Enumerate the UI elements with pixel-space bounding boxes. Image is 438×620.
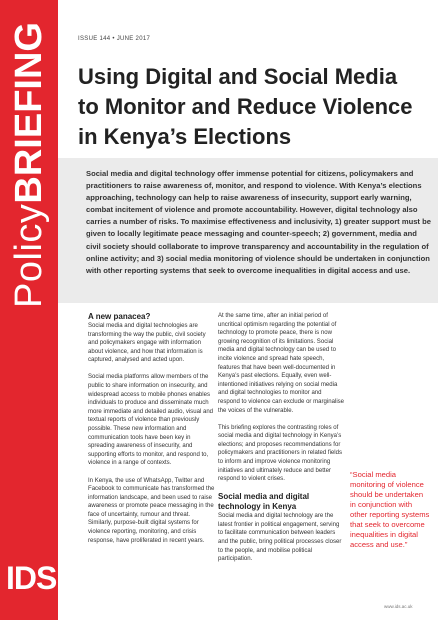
summary-text: Social media and digital technology offer immense potential for citizens, policymakers and practitioners to raise awareness of, monitor, and respond to violence. With Kenya’s elections approaching, technology can help to raise awareness of insecurity, support early warning, combat incitement of violence and promote accountability. However, digital technology also carries a number of risks. To maximise effectiveness and inclusivity, 1) greater support must be given to locally legitimate peace messaging and counter-speech; 2) government, media and civil society should collaborate to improve transparency and accountability in the regulation of online activity; and 3) social media monitoring of violence should be undertaken in conjunction with other reporting systems that seek to overcome inequalities in digital access and use. xyxy=(86,169,431,275)
body-paragraph: Social media and digital technologies are transforming the way the public, civil society and policymakers engage with information about violence, and how that information is captured, analysed and acted upon. xyxy=(88,323,206,364)
website-url[interactable]: www.ids.ac.uk xyxy=(384,604,413,609)
body-paragraph: At the same time, after an initial period of uncritical optimism regarding the potential of technology to promote peace, there is now growing recognition of its limitations. Social media and digital technology can be used to incite violence and spread hate speech, features that have been well-documented in Kenya’s past elections. Equally, even well-intentioned initiatives relying on social media and digital technologies to monitor and respond to violence can exclude or marginalise the voices of the vulnerable. xyxy=(218,313,345,414)
body-paragraph: In Kenya, the use of WhatsApp, Twitter and Facebook to communicate has transformed the information landscape, and been used to raise awareness or promote peace messaging in the face of uncertainty, rumour and threat. Similarly, purpose-built digital systems for violence reporting, monitoring, and crisis response, have proliferated in recent years. xyxy=(88,477,215,544)
body-paragraph: This briefing explores the contrasting roles of social media and digital technology in Kenya’s elections; and proposes recommendations for policymakers and practitioners in related fields to inform and improve violence monitoring initiatives and ultimately reduce and better respond to violent crises. xyxy=(218,424,343,483)
pull-quote: “Social media monitoring of violence should be undertaken in conjunction with other reporting systems that seek to overcome inequalities in digital access and use.” xyxy=(350,470,430,549)
summary-box xyxy=(58,158,438,303)
series-sidebar xyxy=(0,0,58,620)
issue-line: ISSUE 144 • JUNE 2017 xyxy=(78,36,151,42)
column-right xyxy=(218,312,345,572)
series-title xyxy=(10,22,48,308)
series-title-light: Policy xyxy=(8,203,50,308)
section-heading-social-media-kenya: Social media and digital technology in Kenya xyxy=(218,492,310,512)
column-left xyxy=(88,312,215,554)
page-title: Using Digital and Social Media to Monitor and Reduce Violence in Kenya’s Elections xyxy=(78,64,413,149)
ids-logo: IDS xyxy=(6,560,57,596)
series-title-bold: BRIEFING xyxy=(8,22,50,204)
body-paragraph: Social media platforms allow members of the public to share information on insecurity, and widespread access to mobile phones enables individuals to produce and disseminate much more immediate and detailed audio, visual and textual reports of violence than previously possible. These new information and communication tools have been key in spreading awareness of insecurity, and supporting efforts to monitor, and respond to, violence in a range of contexts. xyxy=(88,374,214,467)
body-paragraph: Social media and digital technology are the latest frontier in political engagement, serving to facilitate communication between leaders and the public, bring political processes closer to the people, and mobilise political participation. xyxy=(218,513,342,563)
section-heading-new-panacea: A new panacea? xyxy=(88,312,151,321)
